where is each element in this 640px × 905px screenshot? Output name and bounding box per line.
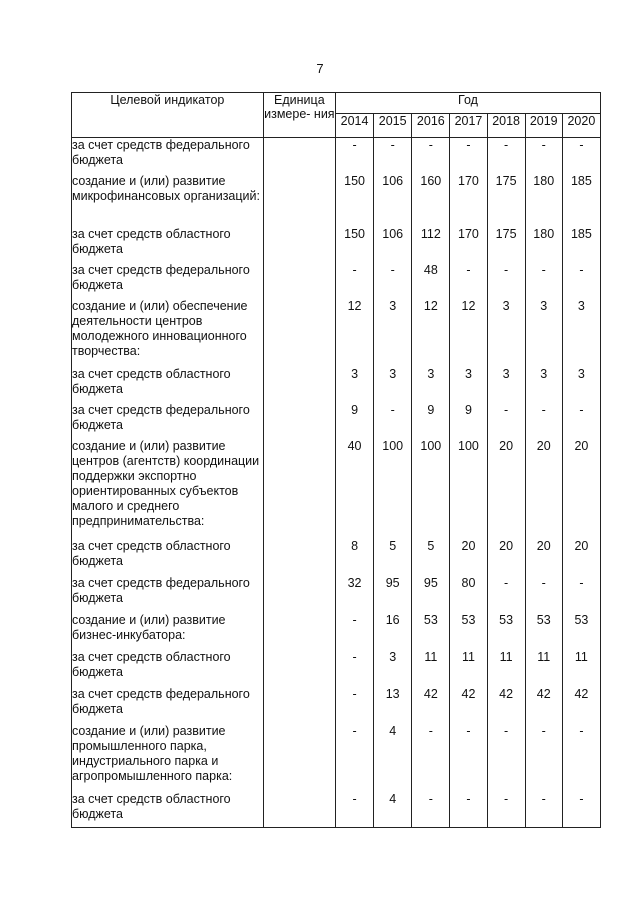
- value-cell-2015: 3: [374, 367, 412, 403]
- value-cell-2015: 4: [374, 724, 412, 792]
- unit-cell: [263, 576, 335, 613]
- value-cell-2018: 42: [487, 687, 525, 724]
- unit-cell: [263, 539, 335, 576]
- value-cell-2020: -: [562, 724, 600, 792]
- value-cell-2020: 185: [562, 174, 600, 227]
- value-cell-2016: -: [412, 138, 450, 174]
- table-row: [72, 576, 601, 613]
- table-row: [72, 724, 601, 792]
- header-year-2020: 2020: [562, 114, 600, 138]
- value-cell-2020: 3: [562, 299, 600, 367]
- value-cell-2015: 13: [374, 687, 412, 724]
- value-cell-2019: 11: [525, 650, 562, 687]
- value-cell-2018: -: [487, 724, 525, 792]
- value-cell-2019: 180: [525, 227, 562, 263]
- table-row: [72, 174, 601, 227]
- value-cell-2014: -: [335, 263, 373, 299]
- value-cell-2014: -: [335, 613, 373, 650]
- value-cell-2016: 5: [412, 539, 450, 576]
- header-year-2018: 2018: [487, 114, 525, 138]
- value-cell-2019: 20: [525, 539, 562, 576]
- value-cell-2020: 3: [562, 367, 600, 403]
- indicator-cell: за счет средств областного бюджета: [72, 650, 264, 687]
- value-cell-2018: -: [487, 403, 525, 439]
- value-cell-2017: 9: [450, 403, 487, 439]
- value-cell-2015: 100: [374, 439, 412, 539]
- value-cell-2017: 12: [450, 299, 487, 367]
- value-cell-2017: 80: [450, 576, 487, 613]
- unit-cell: [263, 138, 335, 174]
- value-cell-2017: 3: [450, 367, 487, 403]
- value-cell-2016: -: [412, 724, 450, 792]
- indicator-cell: за счет средств федерального бюджета: [72, 687, 264, 724]
- value-cell-2014: -: [335, 724, 373, 792]
- value-cell-2014: 12: [335, 299, 373, 367]
- value-cell-2020: 20: [562, 439, 600, 539]
- value-cell-2018: 53: [487, 613, 525, 650]
- value-cell-2018: 175: [487, 174, 525, 227]
- value-cell-2017: 170: [450, 227, 487, 263]
- value-cell-2020: 53: [562, 613, 600, 650]
- table-row: [72, 138, 601, 174]
- value-cell-2017: 42: [450, 687, 487, 724]
- value-cell-2020: -: [562, 403, 600, 439]
- unit-cell: [263, 174, 335, 227]
- indicator-cell: создание и (или) развитие микрофинансовых организаций:: [72, 174, 264, 227]
- value-cell-2017: -: [450, 724, 487, 792]
- value-cell-2014: -: [335, 687, 373, 724]
- unit-cell: [263, 263, 335, 299]
- table-row: [72, 263, 601, 299]
- value-cell-2015: 4: [374, 792, 412, 828]
- value-cell-2020: -: [562, 138, 600, 174]
- value-cell-2014: 150: [335, 227, 373, 263]
- value-cell-2019: 53: [525, 613, 562, 650]
- value-cell-2016: 112: [412, 227, 450, 263]
- value-cell-2018: -: [487, 792, 525, 828]
- value-cell-2015: 5: [374, 539, 412, 576]
- table-row: [72, 403, 601, 439]
- value-cell-2020: 42: [562, 687, 600, 724]
- value-cell-2018: -: [487, 263, 525, 299]
- value-cell-2015: 106: [374, 174, 412, 227]
- value-cell-2018: -: [487, 138, 525, 174]
- table-row: [72, 539, 601, 576]
- unit-cell: [263, 299, 335, 367]
- value-cell-2019: -: [525, 576, 562, 613]
- value-cell-2020: 185: [562, 227, 600, 263]
- value-cell-2019: 3: [525, 367, 562, 403]
- value-cell-2015: -: [374, 263, 412, 299]
- value-cell-2018: 11: [487, 650, 525, 687]
- table-row: [72, 367, 601, 403]
- indicator-cell: создание и (или) развитие бизнес-инкубатора:: [72, 613, 264, 650]
- value-cell-2018: 175: [487, 227, 525, 263]
- value-cell-2017: -: [450, 792, 487, 828]
- table-row: [72, 227, 601, 263]
- value-cell-2015: 3: [374, 650, 412, 687]
- value-cell-2019: -: [525, 792, 562, 828]
- unit-cell: [263, 792, 335, 828]
- indicator-cell: создание и (или) обеспечение деятельности центров молодежного инновационного творчества:: [72, 299, 264, 367]
- value-cell-2020: -: [562, 576, 600, 613]
- value-cell-2014: 32: [335, 576, 373, 613]
- value-cell-2016: 42: [412, 687, 450, 724]
- value-cell-2020: -: [562, 792, 600, 828]
- unit-cell: [263, 227, 335, 263]
- unit-cell: [263, 650, 335, 687]
- header-year-2017: 2017: [450, 114, 487, 138]
- value-cell-2014: 9: [335, 403, 373, 439]
- value-cell-2020: 20: [562, 539, 600, 576]
- table-row: [72, 792, 601, 828]
- table-header: [72, 93, 601, 138]
- table-row: [72, 687, 601, 724]
- table-body: [72, 138, 601, 828]
- unit-cell: [263, 724, 335, 792]
- value-cell-2014: 3: [335, 367, 373, 403]
- table-row: [72, 439, 601, 539]
- indicator-table: [71, 92, 601, 828]
- unit-cell: [263, 613, 335, 650]
- unit-cell: [263, 367, 335, 403]
- table-row: [72, 299, 601, 367]
- value-cell-2017: 11: [450, 650, 487, 687]
- indicator-cell: создание и (или) развитие центров (агентств) координации поддержки экспортно ориентированных субъектов малого и среднего предпринимательства:: [72, 439, 264, 539]
- header-year-2015: 2015: [374, 114, 412, 138]
- value-cell-2014: 8: [335, 539, 373, 576]
- indicator-cell: за счет средств областного бюджета: [72, 367, 264, 403]
- header-indicator: Целевой индикатор: [72, 93, 264, 138]
- unit-cell: [263, 439, 335, 539]
- value-cell-2015: -: [374, 403, 412, 439]
- value-cell-2016: 11: [412, 650, 450, 687]
- value-cell-2020: -: [562, 263, 600, 299]
- value-cell-2016: -: [412, 792, 450, 828]
- indicator-cell: за счет средств областного бюджета: [72, 227, 264, 263]
- table-row: [72, 650, 601, 687]
- indicator-cell: за счет средств областного бюджета: [72, 792, 264, 828]
- header-year-2016: 2016: [412, 114, 450, 138]
- value-cell-2015: 95: [374, 576, 412, 613]
- value-cell-2016: 95: [412, 576, 450, 613]
- value-cell-2019: 42: [525, 687, 562, 724]
- value-cell-2015: 16: [374, 613, 412, 650]
- value-cell-2016: 48: [412, 263, 450, 299]
- value-cell-2016: 53: [412, 613, 450, 650]
- value-cell-2016: 160: [412, 174, 450, 227]
- value-cell-2018: 20: [487, 439, 525, 539]
- indicator-cell: за счет средств федерального бюджета: [72, 403, 264, 439]
- table-row: [72, 613, 601, 650]
- value-cell-2019: -: [525, 403, 562, 439]
- value-cell-2014: -: [335, 792, 373, 828]
- value-cell-2014: 40: [335, 439, 373, 539]
- indicator-cell: за счет средств областного бюджета: [72, 539, 264, 576]
- value-cell-2019: -: [525, 138, 562, 174]
- value-cell-2016: 9: [412, 403, 450, 439]
- value-cell-2016: 100: [412, 439, 450, 539]
- value-cell-2014: 150: [335, 174, 373, 227]
- header-year-group: Год: [335, 93, 600, 114]
- value-cell-2015: 3: [374, 299, 412, 367]
- indicator-cell: за счет средств федерального бюджета: [72, 138, 264, 174]
- page-number: 7: [316, 61, 324, 76]
- value-cell-2016: 12: [412, 299, 450, 367]
- header-unit: Единица измере- ния: [263, 93, 335, 138]
- value-cell-2019: 20: [525, 439, 562, 539]
- value-cell-2017: 53: [450, 613, 487, 650]
- value-cell-2018: 3: [487, 299, 525, 367]
- value-cell-2016: 3: [412, 367, 450, 403]
- value-cell-2018: 3: [487, 367, 525, 403]
- value-cell-2019: -: [525, 724, 562, 792]
- value-cell-2020: 11: [562, 650, 600, 687]
- header-year-2019: 2019: [525, 114, 562, 138]
- indicator-cell: за счет средств федерального бюджета: [72, 263, 264, 299]
- value-cell-2014: -: [335, 650, 373, 687]
- value-cell-2019: -: [525, 263, 562, 299]
- indicator-cell: за счет средств федерального бюджета: [72, 576, 264, 613]
- header-year-2014: 2014: [335, 114, 373, 138]
- unit-cell: [263, 403, 335, 439]
- value-cell-2019: 3: [525, 299, 562, 367]
- value-cell-2019: 180: [525, 174, 562, 227]
- value-cell-2017: -: [450, 263, 487, 299]
- value-cell-2017: -: [450, 138, 487, 174]
- value-cell-2017: 170: [450, 174, 487, 227]
- value-cell-2018: 20: [487, 539, 525, 576]
- value-cell-2017: 100: [450, 439, 487, 539]
- value-cell-2014: -: [335, 138, 373, 174]
- unit-cell: [263, 687, 335, 724]
- value-cell-2015: -: [374, 138, 412, 174]
- value-cell-2018: -: [487, 576, 525, 613]
- indicator-cell: создание и (или) развитие промышленного парка, индустриального парка и агропромышленного парка:: [72, 724, 264, 792]
- value-cell-2017: 20: [450, 539, 487, 576]
- value-cell-2015: 106: [374, 227, 412, 263]
